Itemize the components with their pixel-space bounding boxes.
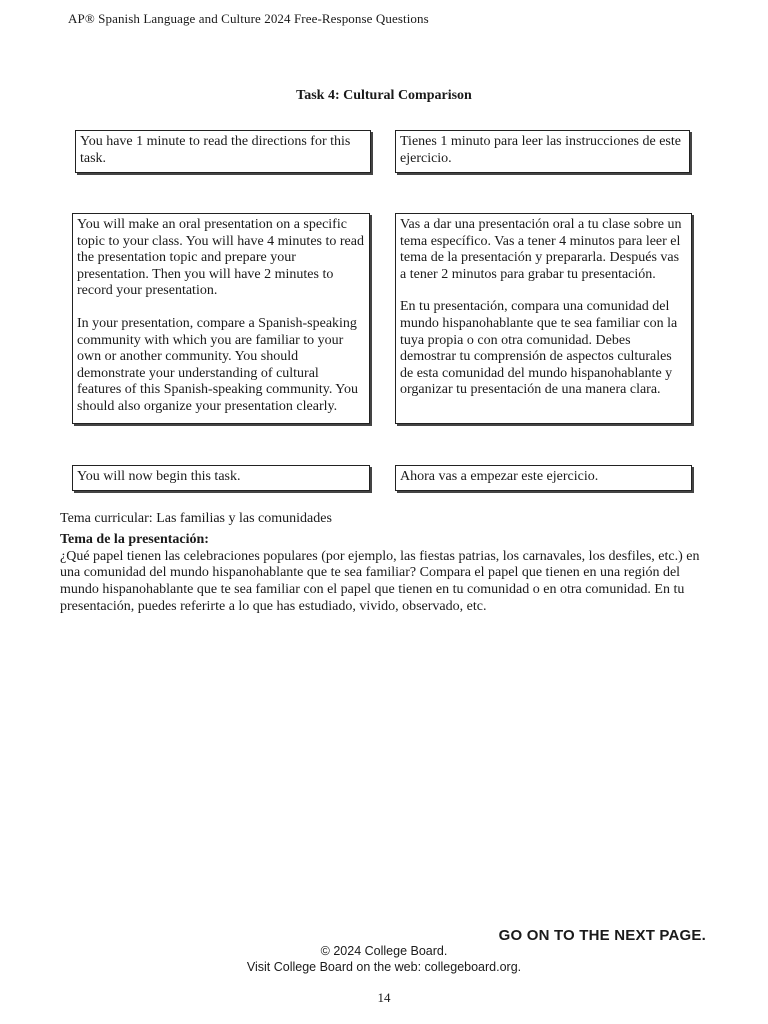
task-title: Task 4: Cultural Comparison — [296, 88, 472, 103]
begin-task-box-english — [72, 465, 370, 491]
directions-time-box-spanish — [395, 130, 690, 173]
directions-paragraph-2-english: In your presentation, compare a Spanish-speaking community with which you are familiar to your own or another community. You should demonstrate your understanding of cultural features of this Spanish-speaking community. You should also organize your presentation clearly. — [77, 315, 359, 414]
curricular-theme: Tema curricular: Las familias y las comunidades — [60, 511, 332, 526]
copyright-text: © 2024 College Board. — [320, 944, 448, 958]
page-header: AP® Spanish Language and Culture 2024 Free-Response Questions — [68, 11, 429, 26]
go-to-next-page-notice: GO ON TO THE NEXT PAGE. — [498, 927, 706, 944]
presentation-topic-label: Tema de la presentación: — [60, 531, 209, 547]
directions-paragraph-1-spanish: Vas a dar una presentación oral a tu clase sobre un tema específico. Vas a tener 4 minutos para leer el tema de la presentación y prepararla. Después vas a tener 2 minutos para grabar tu presentación. — [400, 217, 682, 282]
directions-time-text-spanish: Tienes 1 minuto para leer las instrucciones de este ejercicio. — [400, 134, 681, 166]
website-text: Visit College Board on the web: collegeboard.org. — [246, 960, 522, 974]
directions-paragraph-1-english: You will make an oral presentation on a specific topic to your class. You will have 4 minutes to read the presentation topic and prepare your presentation. Then you will have 2 minutes to record your presentation. — [77, 217, 364, 299]
begin-task-box-spanish — [395, 465, 692, 491]
directions-time-box-english — [75, 130, 371, 173]
page-footer — [0, 943, 768, 975]
begin-task-text-english: You will now begin this task. — [77, 469, 241, 484]
begin-task-text-spanish: Ahora vas a empezar este ejercicio. — [400, 469, 599, 484]
presentation-theme-section — [60, 511, 710, 616]
page-number: 14 — [377, 990, 391, 1005]
directions-body-box-english — [72, 213, 370, 424]
presentation-topic-text: ¿Qué papel tienen las celebraciones populares (por ejemplo, las fiestas patrias, los carnavales, los desfiles, etc.) en una comunidad del mundo hispanohablante que te sea familiar? Compara el papel que tienen en una región del mundo hispanohablante que te sea familiar con el papel que tienen en tu comunidad o en otra comunidad. En tu presentación, puedes referirte a lo que has estudiado, vivido, observado, etc. — [60, 548, 700, 614]
directions-paragraph-2-spanish: En tu presentación, compara una comunidad del mundo hispanohablante que te sea familiar con la tuya propia o con otra comunidad. Debes demostrar tu comprensión de aspectos culturales de esta comunidad del mundo hispanohablante y organizar tu presentación de una manera clara. — [400, 299, 678, 398]
directions-time-text-english: You have 1 minute to read the directions for this task. — [80, 134, 351, 166]
directions-body-box-spanish — [395, 213, 692, 424]
